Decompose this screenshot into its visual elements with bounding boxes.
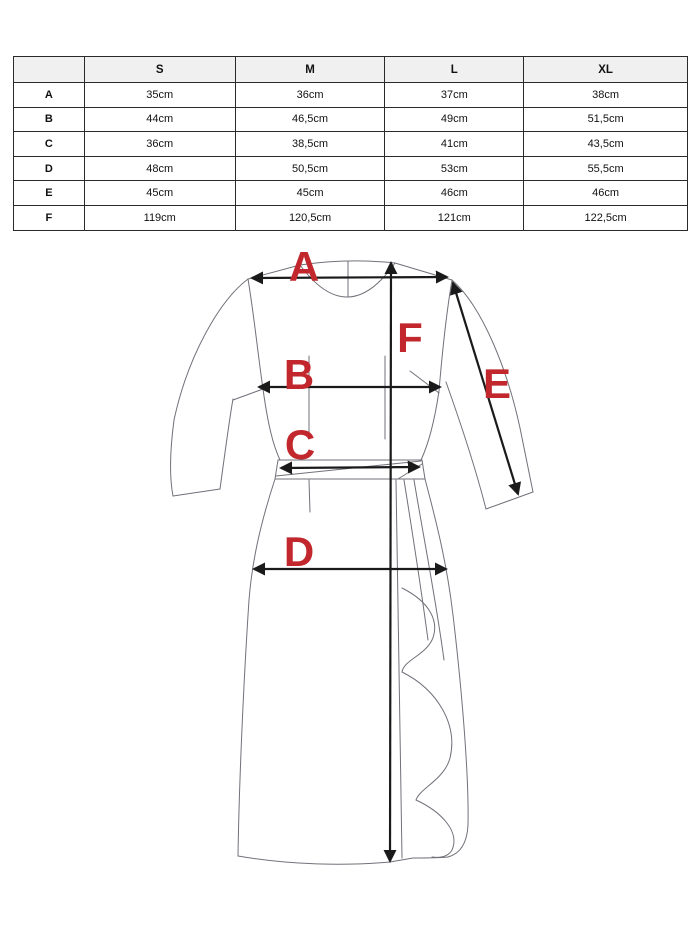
size-value-cell: 38cm [524,83,688,108]
measure-row-label: B [14,107,85,132]
size-value-cell: 53cm [385,156,524,181]
size-value-cell: 120,5cm [235,205,385,230]
left-sleeve-outer [170,279,248,496]
size-value-cell: 37cm [385,83,524,108]
measure-row-label: D [14,156,85,181]
size-value-cell: 51,5cm [524,107,688,132]
size-value-cell: 48cm [84,156,235,181]
size-value-cell: 46cm [524,181,688,206]
skirt-right-side [425,479,468,857]
right-sleeve-cuff [486,492,533,509]
measure-arrow-a [252,277,447,278]
measurement-labels [284,243,511,575]
skirt-hem [238,856,413,864]
size-value-cell: 36cm [235,83,385,108]
ruffle-fold-1 [402,588,435,672]
bodice-right-side [421,280,452,460]
size-value-cell: 35cm [84,83,235,108]
measure-row-label: C [14,132,85,157]
size-value-cell: 119cm [84,205,235,230]
size-value-cell: 45cm [235,181,385,206]
size-value-cell: 46,5cm [235,107,385,132]
measure-label-d: D [283,528,315,575]
skirt-left-side [238,479,275,856]
measure-label-c: C [284,421,316,468]
size-value-cell: 43,5cm [524,132,688,157]
size-col-header-m: M [235,57,385,83]
size-col-header-l: L [385,57,524,83]
size-value-cell: 55,5cm [524,156,688,181]
belt-right-end [422,460,425,479]
ruffle-fold-2 [402,672,452,800]
left-underarm-seam [233,389,263,400]
left-skirt-dart [309,480,310,512]
size-value-cell: 38,5cm [235,132,385,157]
measure-row-label: A [14,83,85,108]
right-sleeve-inner [446,382,486,509]
measure-label-f: F [397,314,423,361]
size-value-cell: 50,5cm [235,156,385,181]
left-sleeve-cuff [173,489,220,496]
left-sleeve-inner [220,399,233,489]
wrap-panel-front-edge [396,480,402,858]
size-col-header-xl: XL [524,57,688,83]
measure-arrow-f [390,263,391,861]
size-value-cell: 49cm [385,107,524,132]
ruffle-hem-edge [413,857,448,858]
size-value-cell: 41cm [385,132,524,157]
size-value-cell: 44cm [84,107,235,132]
bodice-left-side [248,279,280,460]
measure-label-a: A [288,243,320,290]
right-armhole-seam [410,371,439,393]
wrap-panel-layer-line-1 [404,480,428,640]
size-value-cell: 36cm [84,132,235,157]
measure-label-b: B [283,351,315,398]
measure-row-label: F [14,205,85,230]
size-value-cell: 121cm [385,205,524,230]
size-value-cell: 122,5cm [524,205,688,230]
ruffle-fold-3 [416,800,454,857]
measure-label-e: E [482,360,512,407]
measure-row-label: E [14,181,85,206]
dress-flat-drawing [170,261,533,864]
size-col-header-s: S [84,57,235,83]
size-value-cell: 46cm [385,181,524,206]
size-value-cell: 45cm [84,181,235,206]
